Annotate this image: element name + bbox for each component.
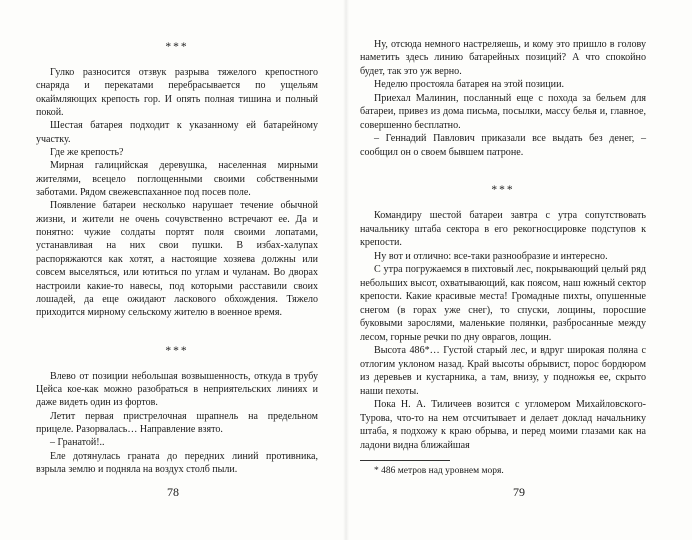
footnote: * 486 метров над уровнем моря.	[374, 466, 504, 477]
paragraph: Влево от позиции небольшая возвышенность, откуда в трубу Цейса кое-как можно разобраться в неприятельских линиях и даже видеть один из фортов.	[36, 370, 318, 409]
paragraph: Появление батареи несколько нарушает течение обычной жизни, и жители не очень сочувственно встречают ее. Да и понятно: чужие солдаты портят поля своими лопатами, устанавливая на них свои пушки. В избах-халупах распоряжаются как хотят, а настоящие хозяева должны или совсем выселяться, или ютиться по углам и чуланам. Во дворах настроили какие-то навесы, под которыми расставили своих лошадей, да еще ожидают ласкового обхождения. Тяжело приходится мирному сельскому жителю в военное время.	[36, 200, 318, 319]
paragraph: Мирная галицийская деревушка, населенная мирными жителями, всецело поглощенными своими собственными заботами. Рядом свежевспаханное под посев поле.	[36, 160, 318, 199]
paragraph: – Геннадий Павлович приказали все выдать без денег, – сообщил он о своем бывшем патроне.	[360, 133, 646, 158]
footnote-rule	[360, 460, 450, 461]
paragraph: Командиру шестой батареи завтра с утра сопутствовать начальнику штаба сектора в его рекогносцировке подступов к крепости.	[360, 210, 646, 249]
left-text-column	[36, 38, 318, 476]
paragraph: Неделю простояла батарея на этой позиции.	[374, 79, 565, 91]
paragraph: Где же крепость?	[50, 147, 124, 159]
paragraph: Высота 486*… Густой старый лес, и вдруг широкая поляна с отлогим уклоном назад. Край высоты обрывист, порос бордюром из деревьев и кустарника, а там, внизу, у подножья ее, скрыто наши пехоты.	[360, 345, 646, 397]
paragraph: С утра погружаемся в пихтовый лес, покрывающий целый ряд небольших высот, охватывающий, как поясом, наш южный сектор крепости. Какие красивые места! Громадные пихты, опушенные снегом (в горах уже снег), то спуски, лощины, поросшие буковыми зарослями, маленькие полянки, разбросанные между лесом, горные речки по дну оврагов, лощин.	[360, 264, 646, 343]
paragraph: Шестая батарея подходит к указанному ей батарейному участку.	[36, 120, 318, 145]
paragraph: Еле дотянулась граната до передних линий противника, взрыла землю и подняла на воздух столб пыли.	[36, 450, 318, 475]
paragraph: Приехал Малинин, посланный еще с похода за бельем для батареи, привез из дома письма, посылки, массу белья и, главное, совершенно бесплатно.	[360, 92, 646, 131]
paragraph: Ну вот и отлично: все-таки разнообразие и интересно.	[374, 250, 608, 262]
section-marker: ***	[165, 41, 189, 53]
right-text-column	[360, 38, 646, 477]
right-page	[346, 0, 692, 540]
paragraph: Гулко разносится отзвук разрыва тяжелого крепостного снаряда и перекатами перебрасывается по ущельям окаймляющих крепость гор. И опять полная тишина и полный покой.	[36, 67, 318, 119]
section-marker: ***	[165, 344, 189, 357]
page-number: 78	[167, 485, 179, 499]
page-number: 79	[513, 485, 525, 499]
paragraph: Летит первая пристрелочная шрапнель на предельном прицеле. Разорвалась… Направление взято.	[36, 410, 318, 435]
paragraph: Пока Н. А. Тиличеев возится с угломером Михайловского-Турова, что-то на нем отсчитывает и делает доклад начальнику штаба, я подхожу к краю обрыва, и перед моими глазами как на ладони видна ближайшая	[360, 399, 646, 451]
paragraph: Ну, отсюда немного настреляешь, и кому это пришло в голову наметить здесь линию батарейных позиций? А что спокойно будет, так это уж верно.	[360, 39, 646, 77]
paragraph: – Гранатой!..	[50, 437, 105, 449]
section-marker: ***	[491, 184, 515, 197]
